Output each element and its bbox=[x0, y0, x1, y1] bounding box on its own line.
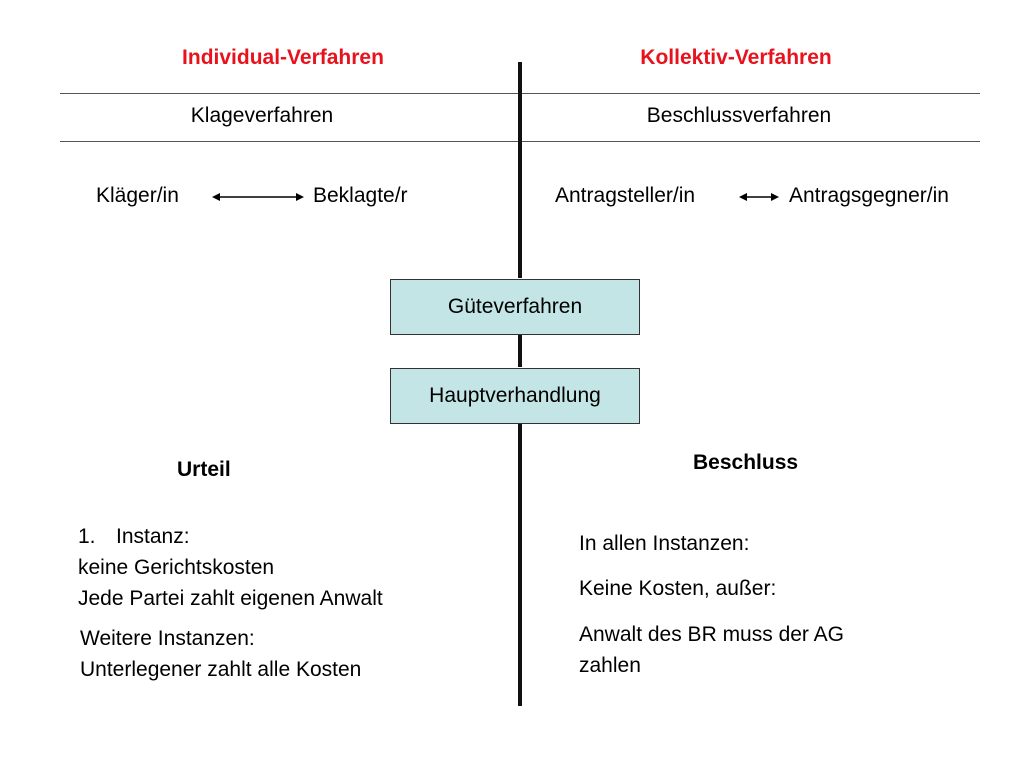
result-beschluss: Beschluss bbox=[693, 451, 799, 474]
left-further-line-1: Weitere Instanzen: bbox=[80, 627, 255, 650]
instance-1-label: Instanz: bbox=[116, 525, 190, 548]
party-antragsgegner: Antragsgegner/in bbox=[789, 184, 949, 207]
heading-individual: Individual-Verfahren bbox=[182, 46, 384, 69]
left-instance-1 bbox=[78, 525, 190, 549]
left-costs-line-1: keine Gerichtskosten bbox=[78, 556, 275, 579]
subheading-beschlussverfahren: Beschlussverfahren bbox=[646, 104, 832, 127]
double-arrow-left bbox=[212, 190, 304, 204]
subheading-klageverfahren: Klageverfahren bbox=[190, 104, 334, 127]
box-hauptverhandlung bbox=[390, 368, 640, 424]
box-gueteverfahren-label: Güteverfahren bbox=[447, 295, 583, 318]
right-lawyer-line-1: Anwalt des BR muss der AG bbox=[579, 623, 844, 646]
right-no-costs: Keine Kosten, außer: bbox=[579, 577, 777, 600]
result-urteil: Urteil bbox=[177, 458, 231, 481]
party-beklagte: Beklagte/r bbox=[313, 184, 408, 207]
right-all-instances: In allen Instanzen: bbox=[579, 532, 750, 555]
heading-kollektiv: Kollektiv-Verfahren bbox=[640, 46, 832, 69]
list-number: 1. bbox=[78, 525, 96, 548]
left-further-line-2: Unterlegener zahlt alle Kosten bbox=[80, 658, 362, 681]
double-arrow-right bbox=[739, 190, 779, 204]
vertical-divider-middle bbox=[518, 335, 522, 367]
box-gueteverfahren bbox=[390, 279, 640, 335]
left-costs-line-2: Jede Partei zahlt eigenen Anwalt bbox=[78, 587, 383, 610]
party-antragsteller: Antragsteller/in bbox=[555, 184, 696, 207]
party-klaeger: Kläger/in bbox=[96, 184, 179, 207]
right-lawyer-line-2: zahlen bbox=[579, 654, 641, 677]
vertical-divider-bottom bbox=[518, 424, 522, 706]
box-hauptverhandlung-label: Hauptverhandlung bbox=[429, 384, 601, 407]
vertical-divider-top bbox=[518, 62, 522, 278]
